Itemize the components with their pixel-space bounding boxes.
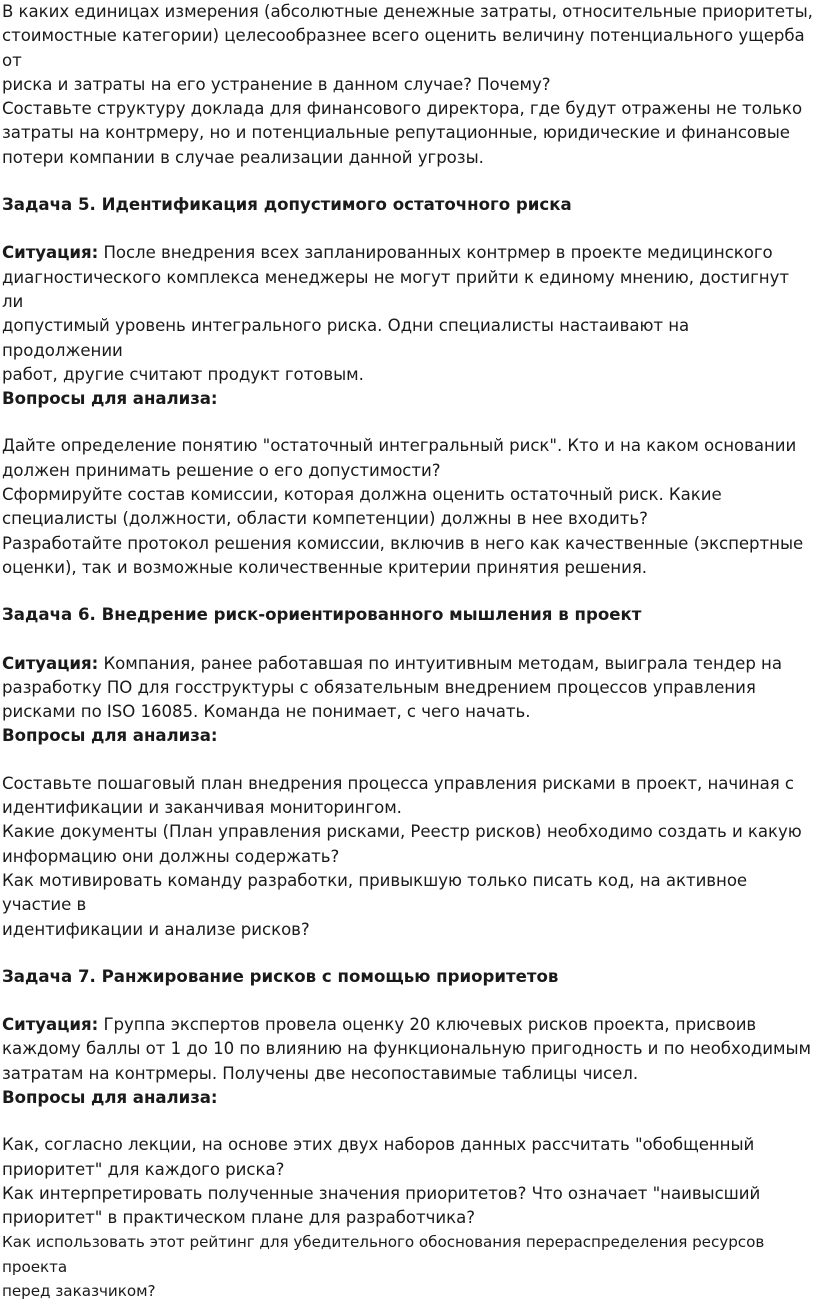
task7-question-3: Как использовать этот рейтинг для убедительного обоснования перераспределения ресурсов проекта перед заказчиком?	[2, 1233, 765, 1301]
task6-situation-label: Ситуация:	[2, 653, 99, 673]
task5-question-3: Разработайте протокол решения комиссии, включив в него как качественные (экспертные оценки), так и возможные количественные критерии принятия решения.	[2, 533, 804, 577]
task7-title: Задача 7. Ранжирование рисков с помощью приоритетов	[2, 966, 559, 986]
task6-situation-text: Компания, ранее работавшая по интуитивным методам, выиграла тендер на разработку ПО для госструктуры с обязательным внедрением процессов управления рисками по ISO 16085. Команда не понимает, с чего начать.	[2, 653, 782, 722]
task6-question-1: Составьте пошаговый план внедрения процесса управления рисками в проект, начиная с идентификации и заканчивая мониторингом.	[2, 773, 794, 818]
task6-situation	[2, 652, 814, 725]
task6-title: Задача 6. Внедрение риск-ориентированного мышления в проект	[2, 605, 642, 625]
task5-question-2: Сформируйте состав комиссии, которая должна оценить остаточный риск. Какие специалисты (должности, области компетенции) должны в нее входить?	[2, 485, 722, 529]
task5-question-1: Дайте определение понятию "остаточный интегральный риск". Кто и на каком основании должен принимать решение о его допустимости?	[2, 436, 797, 480]
task5-situation-text: После внедрения всех запланированных контрмер в проекте медицинского диагностического комплекса менеджеры не могут прийти к единому мнению, достигнут ли допустимый уровень интегрального риска. Одни специалисты настаивают на продолжении работ, другие считают продукт готовым.	[2, 243, 789, 384]
task7-question-2: Как интерпретировать полученные значения приоритетов? Что означает "наивысший приоритет" в практическом плане для разработчика?	[2, 1183, 761, 1228]
intro-question-report: Составьте структуру доклада для финансового директора, где будут отражены не только затраты на контрмеру, но и потенциальные репутационные, юридические и финансовые потери компании в случае реализации данной угрозы.	[2, 99, 803, 167]
task5-questions-label: Вопросы для анализа:	[2, 389, 218, 409]
task6-questions-label: Вопросы для анализа:	[2, 726, 218, 746]
task5-title: Задача 5. Идентификация допустимого остаточного риска	[2, 195, 572, 215]
task7-situation-text: Группа экспертов провела оценку 20 ключевых рисков проекта, присвоив каждому баллы от 1 до 10 по влиянию на функциональную пригодность и по необходимым затратам на контрмеры. Получены две несопоставимые таблицы чисел.	[2, 1015, 812, 1083]
task7-situation-label: Ситуация:	[2, 1015, 99, 1035]
task6-question-2: Какие документы (План управления рисками, Реестр рисков) необходимо создать и какую информацию они должны содержать?	[2, 822, 802, 866]
task7-question-1: Как, согласно лекции, на основе этих двух наборов данных рассчитать "обобщенный приоритет" для каждого риска?	[2, 1135, 755, 1179]
task5-situation-label: Ситуация:	[2, 243, 99, 263]
intro-question-units: В каких единицах измерения (абсолютные денежные затраты, относительные приоритеты, стоимостные категории) целесообразнее всего оценить величину потенциального ущерба от риска и затраты на его устранение в данном случае? Почему?	[2, 2, 813, 94]
task5-situation	[2, 241, 814, 387]
task7-questions-label: Вопросы для анализа:	[2, 1087, 218, 1107]
task6-question-3: Как мотивировать команду разработки, привыкшую только писать код, на активное участие в идентификации и анализе рисков?	[2, 870, 748, 939]
task7-situation	[2, 1013, 814, 1086]
